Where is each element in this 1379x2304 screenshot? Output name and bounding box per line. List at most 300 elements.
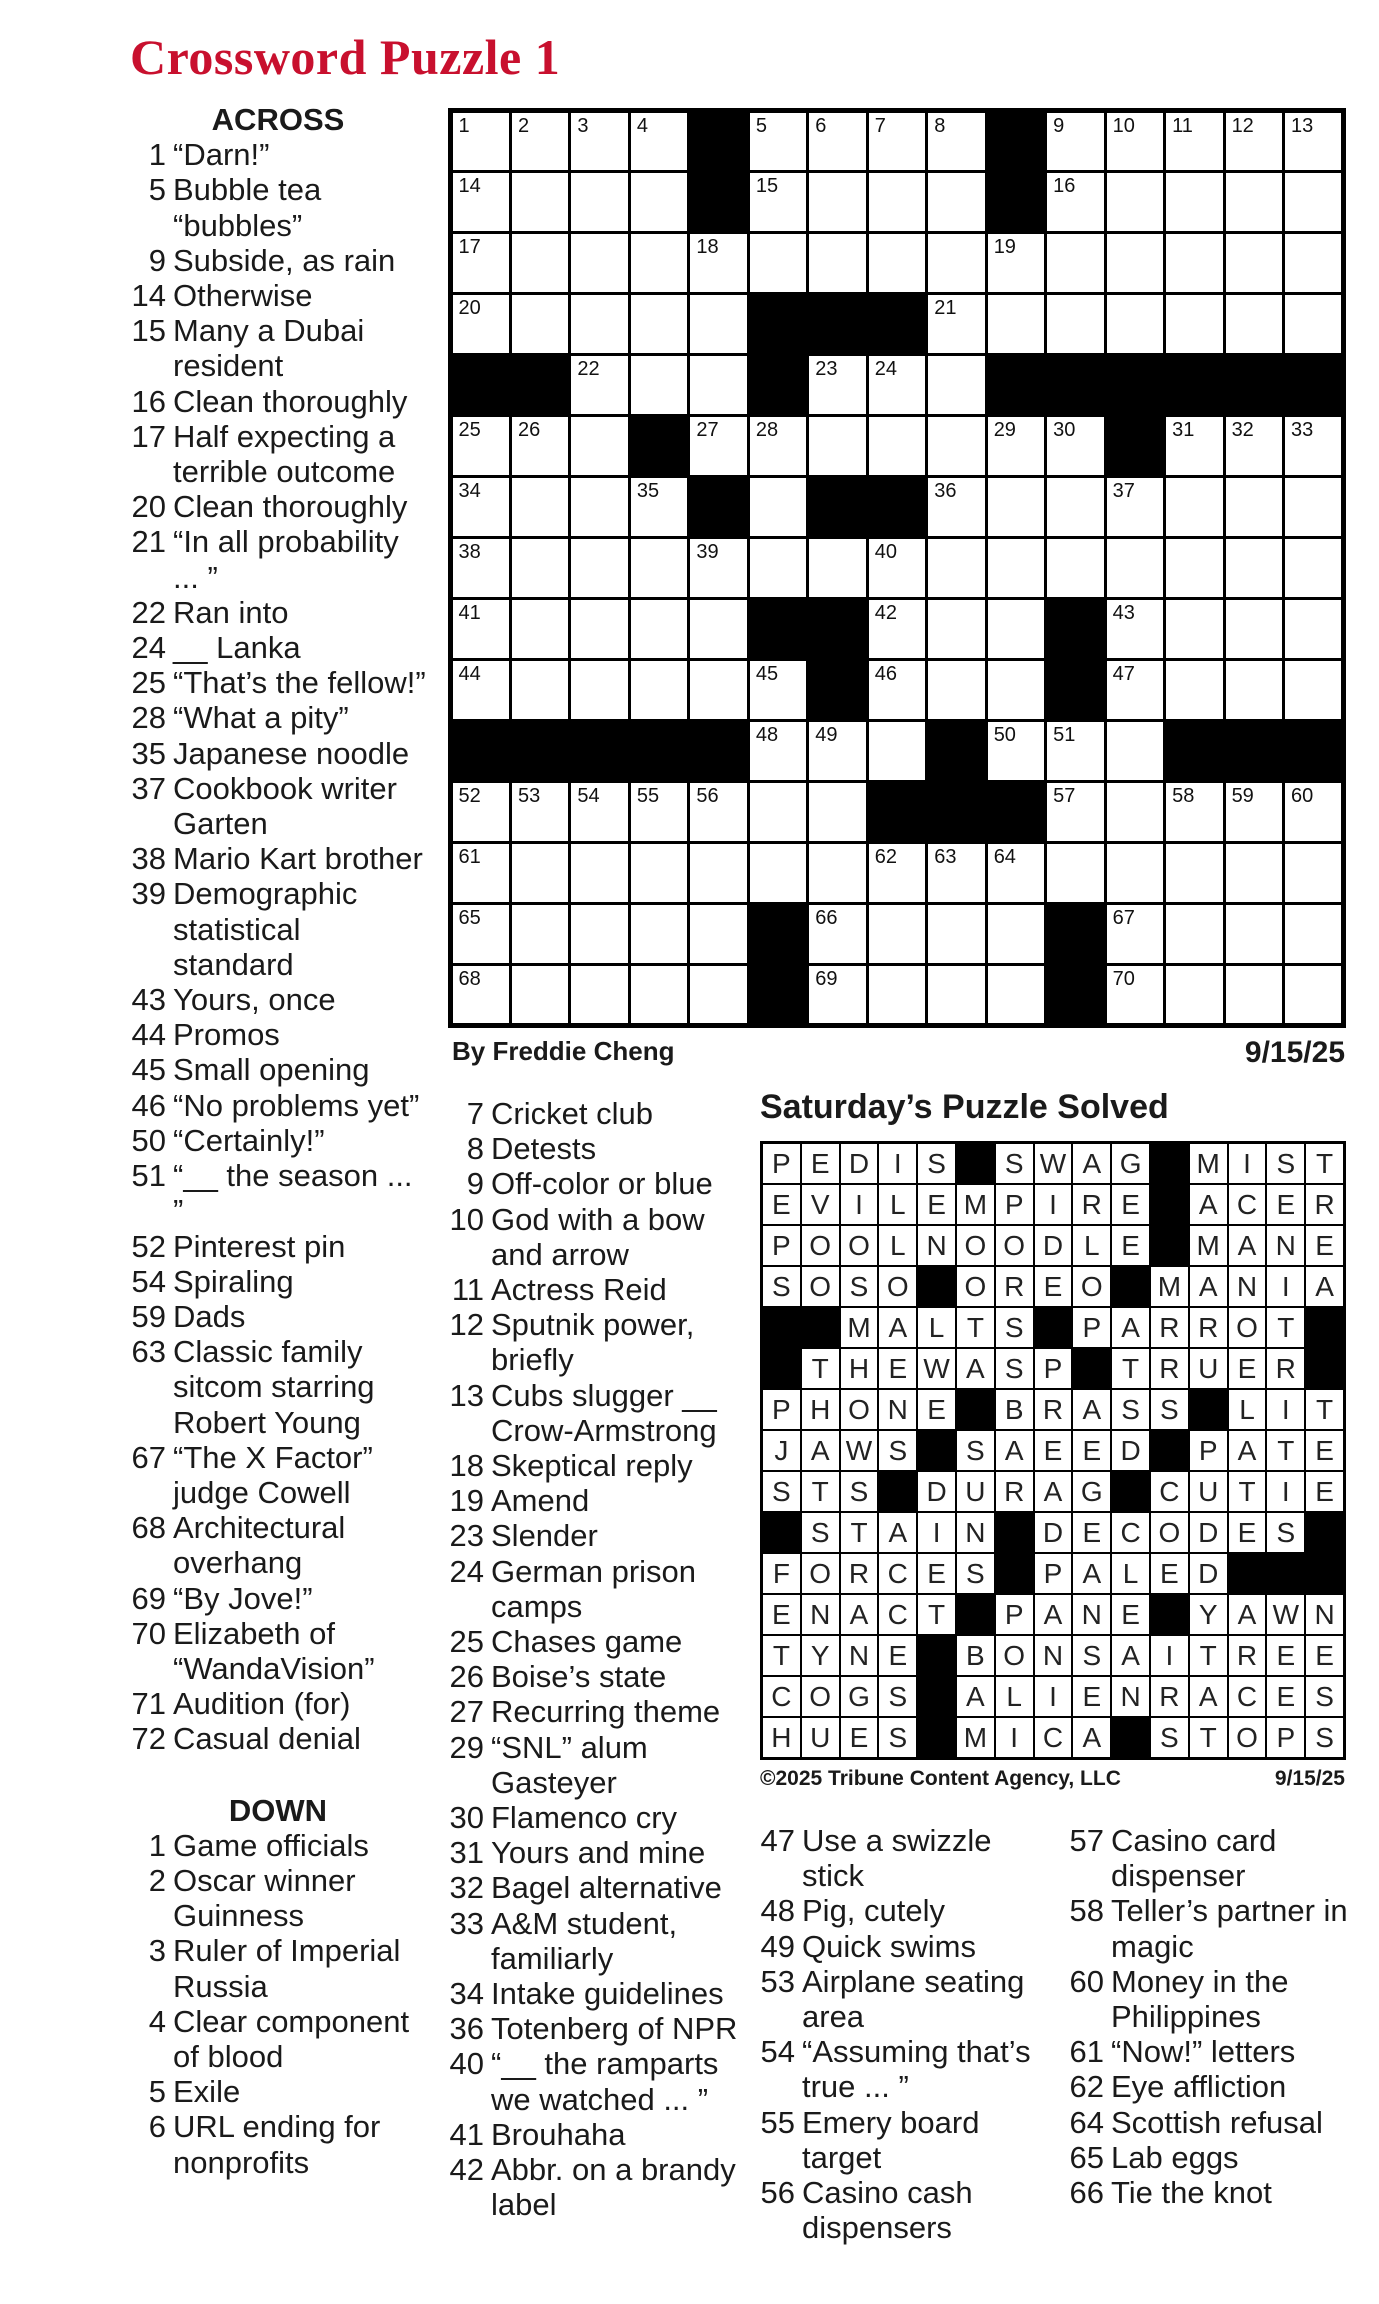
solved-letter: S [841,1472,878,1511]
solved-letter: A [841,1595,878,1634]
clue-number: 65 [1069,2139,1104,2175]
clue-text: Intake guidelines [491,1976,724,2012]
clue-number: 61 [458,845,481,868]
clue-number: 17 [458,236,481,259]
clue-number: 65 [458,906,481,929]
solved-letter: S [996,1144,1033,1183]
clue-number: 30 [449,1800,484,1836]
clue-text: Many a Dubai resident [173,313,365,384]
solved-letter: Y [802,1636,839,1675]
across-clue [128,137,428,172]
solved-letter: E [1035,1431,1072,1470]
grid-cell [1285,783,1341,841]
clue-text: Lab eggs [1111,2139,1239,2175]
clue-number: 48 [755,723,779,746]
solved-letter: A [957,1349,994,1388]
clue-text: Dads [173,1298,246,1334]
clue-number: 9 [466,1166,484,1202]
clue-number: 32 [1231,419,1254,442]
solved-letter: O [802,1267,839,1306]
grid-cell [690,539,746,597]
clue-number: 11 [1172,114,1193,137]
down-clue [128,2004,428,2074]
solved-letter: I [1151,1636,1188,1675]
clue-number: 40 [449,2046,484,2082]
black-square [512,722,568,780]
down-clue [128,2074,428,2109]
clue-text: Classic family sitcom starring Robert Young [173,1334,375,1440]
grid-cell [988,661,1044,719]
clue-number: 51 [1053,723,1076,746]
solved-black-square [1151,1595,1188,1634]
clue-number: 13 [1291,114,1314,137]
grid-cell [690,966,746,1024]
clue-number: 70 [1112,967,1135,990]
clue-text: Mario Kart brother [173,841,423,877]
clue-number: 17 [131,418,166,454]
grid-cell [869,966,925,1024]
black-square [1166,722,1222,780]
down-clue [446,1131,746,1166]
grid-cell [750,234,806,292]
clue-number: 5 [148,172,166,208]
solved-letter: V [802,1185,839,1224]
solved-letter: W [1267,1595,1304,1634]
grid-cell [1285,234,1341,292]
grid-cell [1285,295,1341,353]
grid-cell [809,356,865,414]
solved-letter: A [1073,1390,1110,1429]
clue-number: 24 [131,630,166,666]
clue-text: “__ the ramparts we watched ... ” [491,2046,719,2117]
grid-cell [512,783,568,841]
solved-letter: L [1112,1554,1149,1593]
solved-letter: A [1073,1144,1110,1183]
black-square [809,661,865,719]
solved-letter: E [1306,1226,1343,1265]
clue-number: 21 [131,524,166,560]
solved-letter: M [957,1185,994,1224]
grid-cell [869,661,925,719]
solved-letter: M [957,1718,994,1757]
across-clue [128,1052,428,1087]
down-clue [446,1096,746,1131]
clue-number: 2 [517,114,530,137]
clue-number: 69 [815,967,838,990]
solved-letter: A [957,1677,994,1716]
solved-letter: R [996,1472,1033,1511]
solved-letter: O [1229,1308,1266,1347]
black-square [1285,722,1341,780]
grid-cell [631,539,687,597]
clue-number: 12 [449,1307,484,1343]
clue-text: Subside, as rain [173,242,396,278]
solved-black-square [918,1636,955,1675]
grid-cell [928,905,984,963]
solved-letter: I [1035,1677,1072,1716]
solved-letter: D [1035,1513,1072,1552]
clue-number: 1 [458,114,470,137]
down-clue [1066,2175,1366,2210]
clue-number: 31 [449,1835,484,1871]
solved-letter: S [1306,1718,1343,1757]
black-square [928,783,984,841]
solved-black-square [918,1431,955,1470]
solved-letter: P [1190,1431,1227,1470]
grid-cell [631,234,687,292]
clue-text: “Assuming that’s true ... ” [802,2034,1031,2105]
solved-letter: E [1112,1185,1149,1224]
clue-number: 14 [458,175,481,198]
clue-text: Clear component of blood [173,2003,410,2074]
grid-cell [750,844,806,902]
clue-number: 55 [636,784,660,807]
across-clue [128,1158,428,1228]
solved-letter: R [1306,1185,1343,1224]
solved-black-square [1151,1226,1188,1265]
solved-letter: U [802,1718,839,1757]
grid-cell [631,600,687,658]
grid-cell [631,966,687,1024]
down-clue [446,1800,746,1835]
down-clue [446,1624,746,1659]
grid-cell [928,234,984,292]
down-clue [446,1307,746,1377]
down-clue [446,1694,746,1729]
grid-cell [869,844,925,902]
clue-text: “In all probability ... ” [173,524,399,595]
solved-letter: L [879,1185,916,1224]
solved-black-square [957,1144,994,1183]
solved-letter: O [802,1226,839,1265]
grid-cell [1047,295,1103,353]
down-clue [757,1929,1057,1964]
solved-letter: C [1112,1513,1149,1552]
clue-number: 44 [131,1017,166,1053]
black-square [1166,356,1222,414]
clue-text: Spiraling [173,1263,294,1299]
black-square [453,356,509,414]
solved-letter: C [1229,1185,1266,1224]
solved-letter: R [1151,1677,1188,1716]
across-clue [128,278,428,313]
clue-number: 46 [874,662,898,685]
grid-cell [869,173,925,231]
grid-cell [1166,478,1222,536]
solved-letter: E [1267,1185,1304,1224]
grid-cell [1285,173,1341,231]
down-clue [757,2105,1057,2175]
grid-cell [1226,234,1282,292]
clue-text: Money in the Philippines [1111,1963,1289,2035]
clue-text: Slender [491,1518,598,1554]
grid-cell [928,600,984,658]
solved-letter: T [918,1595,955,1634]
clue-number: 70 [131,1615,166,1651]
clue-number: 69 [131,1580,166,1616]
solved-letter: A [1073,1718,1110,1757]
grid-cell [690,600,746,658]
clue-number: 50 [993,723,1016,746]
clue-number: 23 [449,1518,484,1554]
grid-cell [631,478,687,536]
solved-letter: L [996,1677,1033,1716]
solved-letter: R [1267,1349,1304,1388]
across-clue [128,313,428,383]
clue-number: 27 [449,1694,484,1730]
clue-number: 9 [1053,114,1065,137]
solved-letter: T [1267,1308,1304,1347]
grid-cell [988,478,1044,536]
clue-number: 49 [815,723,838,746]
down-clue [1066,1823,1366,1893]
clue-number: 39 [131,876,166,912]
solved-letter: F [763,1554,800,1593]
grid-cell [690,661,746,719]
clue-text: Clean thoroughly [173,383,408,419]
across-clue [128,595,428,630]
solved-letter: A [1229,1431,1266,1470]
clue-text: Pinterest pin [173,1228,346,1264]
grid-cell [571,905,627,963]
grid-cell [512,600,568,658]
solved-letter: S [1267,1144,1304,1183]
grid-cell [631,844,687,902]
grid-cell [869,539,925,597]
down-clue [757,1823,1057,1893]
clue-number: 3 [148,1933,166,1969]
grid-cell [631,295,687,353]
grid-cell [453,295,509,353]
solved-letter: A [1112,1636,1149,1675]
clue-number: 21 [934,297,957,320]
grid-cell [988,234,1044,292]
down-clue [128,1828,428,1863]
grid-cell [571,295,627,353]
clue-text: Teller’s partner in magic [1111,1893,1348,1964]
clue-number: 33 [449,1905,484,1941]
grid-cell [571,356,627,414]
grid-cell [869,722,925,780]
clue-number: 7 [466,1096,484,1131]
grid-cell [453,234,509,292]
clue-number: 56 [760,2175,795,2211]
solved-letter: S [957,1554,994,1593]
down-heading: DOWN [228,1792,328,1828]
across-clue [128,841,428,876]
clue-text: “That’s the fellow!” [173,665,426,701]
grid-cell [809,234,865,292]
solved-letter: T [802,1349,839,1388]
grid-cell [809,722,865,780]
solved-letter: R [996,1267,1033,1306]
clue-column-3 [757,1823,1057,2245]
black-square [1047,905,1103,963]
down-clue [446,1378,746,1448]
solved-letter: O [1229,1718,1266,1757]
black-square [571,722,627,780]
clue-text: Yours and mine [491,1835,706,1871]
solved-date: 9/15/25 [1274,1767,1345,1790]
solved-letter: E [1073,1677,1110,1716]
solved-letter: E [1229,1513,1266,1552]
across-clue [128,1721,428,1756]
grid-cell [750,417,806,475]
grid-cell [809,539,865,597]
black-square [631,722,687,780]
copyright: ©2025 Tribune Content Agency, LLC [760,1767,1121,1790]
clue-number: 64 [993,845,1016,868]
grid-cell [571,661,627,719]
clue-text: Chases game [491,1624,683,1660]
solved-letter: P [1267,1718,1304,1757]
solved-black-square [1306,1349,1343,1388]
solved-letter: I [1267,1267,1304,1306]
solved-black-square [763,1308,800,1347]
solved-letter: E [1306,1431,1343,1470]
across-clue [128,1686,428,1721]
black-square [809,478,865,536]
across-clue [128,1334,428,1440]
solved-letter: O [1073,1267,1110,1306]
solved-letter: S [763,1472,800,1511]
solved-black-square [1267,1554,1304,1593]
grid-cell [512,844,568,902]
grid-cell [1047,173,1103,231]
grid-cell [928,539,984,597]
grid-cell [1166,905,1222,963]
grid-cell [1166,295,1222,353]
across-clue [128,172,428,242]
clue-number: 71 [131,1686,166,1722]
clue-text: “Now!” letters [1111,2034,1296,2070]
solved-letter: P [763,1390,800,1429]
down-clue [1066,2069,1366,2104]
clue-text: Casual denial [173,1721,361,1757]
grid-cell [512,234,568,292]
down-clue [446,1730,746,1800]
down-clue [446,2046,746,2116]
grid-cell [453,539,509,597]
black-square [1047,661,1103,719]
solved-letter: E [879,1636,916,1675]
clue-text: Bagel alternative [491,1870,722,1906]
solved-letter: W [918,1349,955,1388]
grid-cell [571,783,627,841]
clue-number: 29 [993,419,1016,442]
clue-number: 56 [696,784,719,807]
clue-text: Flamenco cry [491,1800,678,1836]
grid-cell [1226,966,1282,1024]
solved-letter: U [1190,1472,1227,1511]
down-clue [128,2109,428,2179]
clue-number: 10 [1112,114,1135,137]
solved-letter: P [996,1595,1033,1634]
solved-letter: N [957,1513,994,1552]
solved-letter: M [1190,1226,1227,1265]
solved-letter: E [918,1554,955,1593]
solved-puzzle-title: Saturday’s Puzzle Solved [760,1088,1169,1126]
clue-number: 60 [1291,784,1314,807]
clue-number: 26 [517,419,541,442]
clue-number: 36 [934,480,957,503]
solved-letter: E [1112,1595,1149,1634]
grid-cell [631,113,687,171]
solved-letter: S [802,1513,839,1552]
down-clue [446,1870,746,1905]
down-clue [446,1448,746,1483]
clue-column-2 [446,1096,746,2223]
solved-letter: E [1267,1677,1304,1716]
clue-number: 15 [755,175,779,198]
across-clue [128,1299,428,1334]
black-square [690,113,746,171]
clue-number: 18 [449,1448,484,1484]
clue-text: Tie the knot [1111,2175,1272,2211]
grid-cell [750,539,806,597]
clue-number: 22 [577,358,600,381]
solved-black-square [763,1349,800,1388]
solved-black-square [1151,1144,1188,1183]
solved-letter: H [763,1718,800,1757]
black-square [869,783,925,841]
grid-cell [512,295,568,353]
clue-text: Promos [173,1017,280,1053]
solved-letter: A [879,1513,916,1552]
across-clue [128,700,428,735]
grid-cell [928,356,984,414]
solved-letter: N [1035,1636,1072,1675]
clue-number: 16 [131,383,166,419]
grid-cell [1107,295,1163,353]
grid-cell [1226,113,1282,171]
solved-letter: R [1151,1308,1188,1347]
clue-text: Quick swims [802,1928,976,1964]
clue-text: Boise’s state [491,1659,667,1695]
solved-letter: O [841,1226,878,1265]
grid-cell [690,905,746,963]
black-square [750,356,806,414]
clue-column-1 [128,102,428,2180]
solved-black-square [1035,1308,1072,1347]
black-square [690,478,746,536]
grid-cell [1166,600,1222,658]
down-clue [446,1202,746,1272]
solved-letter: U [957,1472,994,1511]
grid-cell [928,417,984,475]
black-square [690,722,746,780]
solved-letter: C [763,1677,800,1716]
puzzle-date: 9/15/25 [1244,1036,1345,1069]
grid-cell [988,417,1044,475]
clue-number: 19 [993,236,1016,259]
across-clue [128,419,428,489]
clue-text: Abbr. on a brandy label [491,2152,736,2223]
clue-number: 28 [755,419,779,442]
solved-black-square [1306,1308,1343,1347]
clue-number: 61 [1069,2034,1104,2070]
grid-cell [631,356,687,414]
black-square [750,905,806,963]
solved-letter: R [1229,1636,1266,1675]
black-square [1047,600,1103,658]
solved-letter: S [1306,1677,1343,1716]
clue-number: 26 [449,1659,484,1695]
down-clue [446,1272,746,1307]
solved-letter: G [841,1677,878,1716]
solved-letter: A [1229,1595,1266,1634]
grid-cell [1047,844,1103,902]
